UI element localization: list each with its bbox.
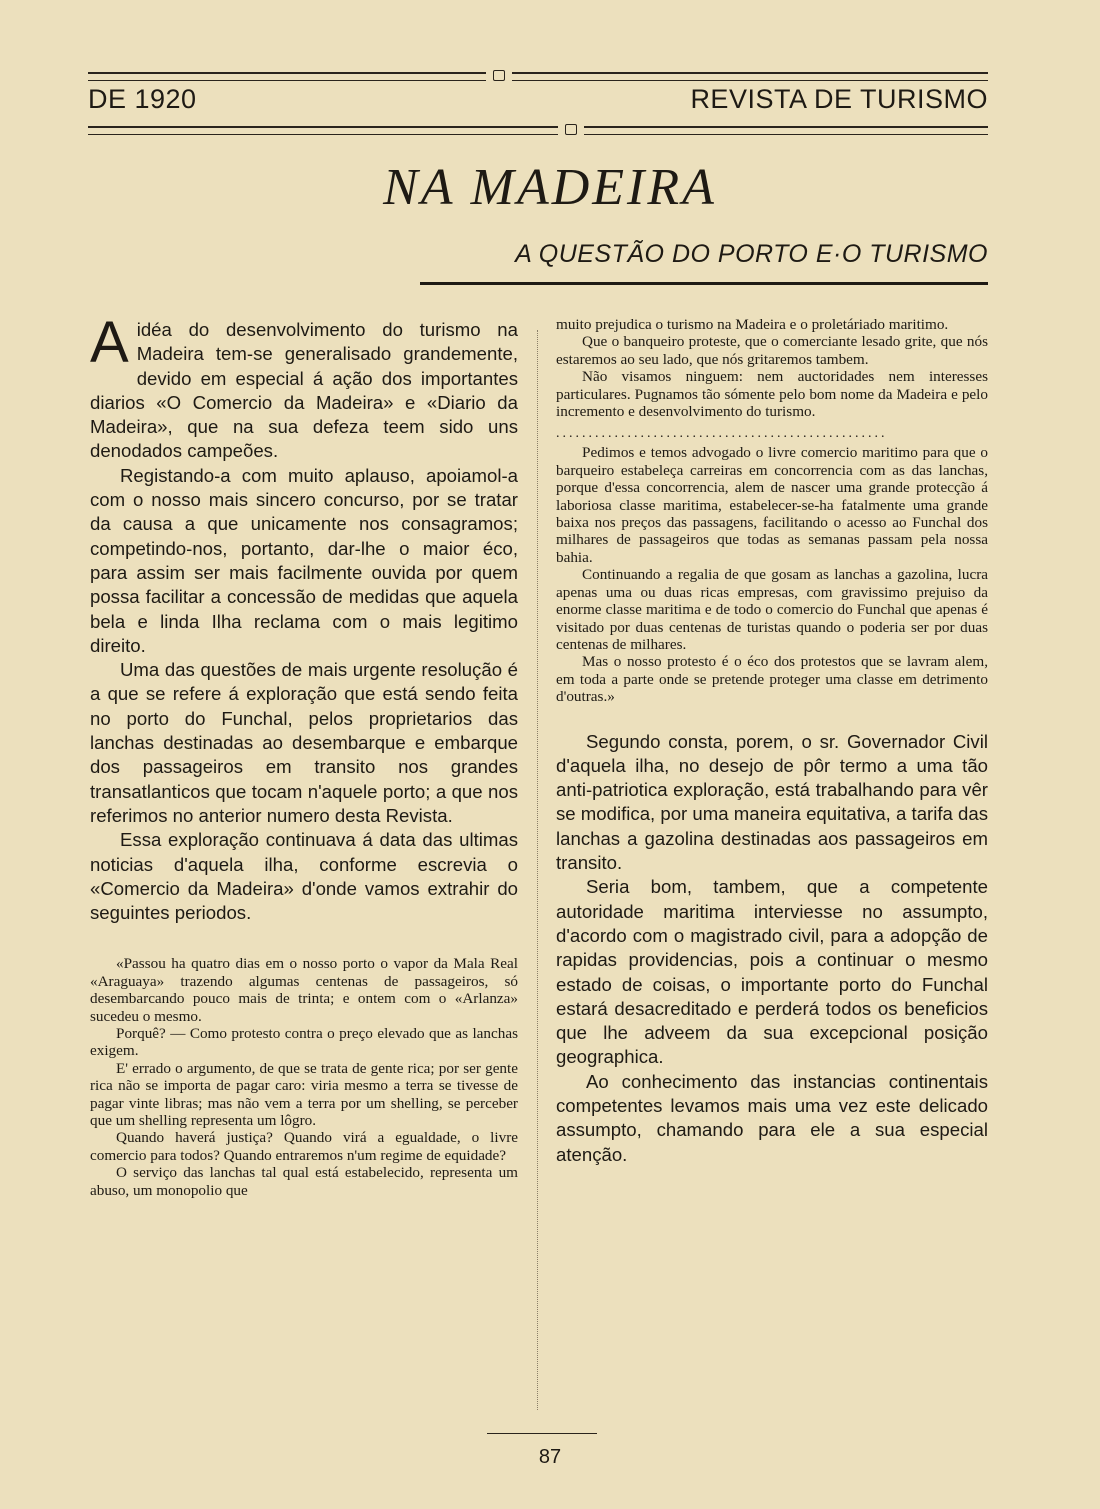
drop-cap: A — [90, 310, 129, 375]
header-top-rule — [88, 70, 988, 82]
quoted-excerpt-continued — [556, 316, 988, 706]
left-body — [90, 310, 518, 925]
title-underline — [420, 282, 988, 285]
quoted-excerpt — [90, 955, 518, 1199]
paragraph: Segundo consta, porem, o sr. Governador Civil d'aquela ilha, no desejo de pôr termo a uma tão anti-patriotica exploração, está trabalhando para vêr se modifica, por uma maneira equitativa, a tarifa das lanchas a gazolina destinadas aos passageiros em transito. — [556, 730, 989, 874]
quote-paragraph: Não visamos ninguem: nem auctoridades nem interesses particulares. Pugnamos tão sómente pelo bom nome da Madeira e pelo incremento e desenvolvimento do turismo. — [556, 368, 988, 421]
quote-paragraph: muito prejudica o turismo na Madeira e o proletáriado maritimo. — [556, 316, 949, 333]
article-title: NA MADEIRA — [383, 159, 717, 216]
paragraph: Ao conhecimento das instancias continentais competentes levamos mais uma vez este delicado assumpto, chamando para ele a sua especial atenção. — [556, 1070, 988, 1165]
paragraph: Registando-a com muito aplauso, apoiamol-a com o nosso mais sincero concurso, por se tratar da causa a que unicamente nos consagramos; competindo-nos, portanto, dar-lhe o maior éco, para assim ser mais facilmente ouvida por quem possa facilitar a concessão de medidas que aquela bela e linda Ilha reclama com o mais legitimo direito. — [90, 464, 518, 656]
header-date: DE 1920 — [88, 84, 197, 114]
paragraph: Essa exploração continuava á data das ultimas noticias d'aquela ilha, conforme escrevia o «Comercio da Madeira» d'onde vamos extrahir do seguintes periodos. — [90, 829, 518, 924]
header-publication: REVISTA DE TURISMO — [690, 84, 988, 114]
paragraph-text: idéa do desenvolvimento do turismo na Madeira tem-se generalisado grandemente, devido em especial á ação dos importantes diarios «O Comercio da Madeira» e «Diario da Madeira», que na sua defeza teem sido uns denodados campeões. — [90, 319, 518, 462]
paragraph — [90, 310, 518, 464]
quote-paragraph: Pedimos e temos advogado o livre comercio maritimo para que o barqueiro estabeleça carreiras em concorrencia com as das lanchas, porque d'essa concorrencia, alem de nascer uma grande protecção á laboriosa classe maritima, estabelecer-se-ha fatalmente uma grande baixa nos preços das passagens, facilitando o acesso ao Funchal dos milhares de passageiros que todas as semanas passam pela nossa bahia. — [556, 444, 988, 566]
quote-paragraph: Quando haverá justiça? Quando virá a egualdade, o livre comercio para todos? Quando entraremos n'um regime de equidade? — [90, 1129, 518, 1164]
paragraph: Uma das questões de mais urgente resolução é a que se refere á exploração que está sendo feita no porto do Funchal, pelos proprietarios das lanchas destinadas ao desembarque e embarque dos passageiros em transito nos grandes transatlanticos que tocam n'aquele porto; a que nos referimos no anterior numero desta Revista. — [90, 659, 518, 826]
quote-paragraph: Porquê? — Como protesto contra o preço elevado que as lanchas exigem. — [90, 1025, 518, 1060]
quote-paragraph: Continuando a regalia de que gosam as lanchas a gazolina, lucra apenas uma ou duas ricas empresas, com gravissimo prejuiso da enorme classe maritima e de todo o comercio do Funchal que apenas é visitado por duas centenas de turistas quando o poderia ser por duas centenas de milhares. — [556, 566, 988, 653]
quote-paragraph: Que o banqueiro proteste, que o comerciante lesado grite, que nós estaremos ao seu lado, que nós gritaremos tambem. — [556, 333, 988, 368]
right-body — [556, 730, 988, 1167]
footer-rule — [487, 1433, 597, 1434]
page-number: 87 — [538, 1446, 562, 1468]
quote-paragraph: E' errado o argumento, de que se trata de gente rica; por ser gente rica não se importa de pagar caro: viria mesmo a terra se tivesse de pagar vinte libras; mas não vem a terra por um shelling, se perceber que um shelling representa um lôgro. — [90, 1059, 518, 1130]
quote-paragraph: «Passou ha quatro dias em o nosso porto o vapor da Mala Real «Araguaya» trazendo algumas centenas de passageiros, só desembarcando pouco mais de trinta; e ontem com o «Arlanza» sucedeu o mesmo. — [90, 955, 518, 1025]
column-divider — [537, 330, 538, 1410]
left-column — [90, 310, 518, 1199]
ellipsis-line: ................................................... — [556, 426, 888, 442]
paragraph: Seria bom, tambem, que a competente autoridade maritima interviesse no assumpto, d'acordo com o magistrado civil, para a adopção de rapidas providencias, pois a continuar o mesmo estado de coisas, o importante porto do Funchal estará desacreditado e perderá todos os beneficios que lhe adveem da sua excepcional posição geographica. — [556, 876, 988, 1068]
header-bottom-rule — [88, 124, 988, 136]
right-column — [556, 316, 988, 1167]
running-header — [88, 84, 988, 120]
article-subtitle: A QUESTÃO DO PORTO E·O TURISMO — [515, 240, 988, 268]
quote-paragraph: O serviço das lanchas tal qual está estabelecido, representa um abuso, um monopolio que — [90, 1164, 518, 1199]
quote-paragraph: Mas o nosso protesto é o éco dos protestos que se lavram alem, em toda a parte onde se pretende proteger uma classe em detrimento d'outras.» — [556, 653, 988, 706]
